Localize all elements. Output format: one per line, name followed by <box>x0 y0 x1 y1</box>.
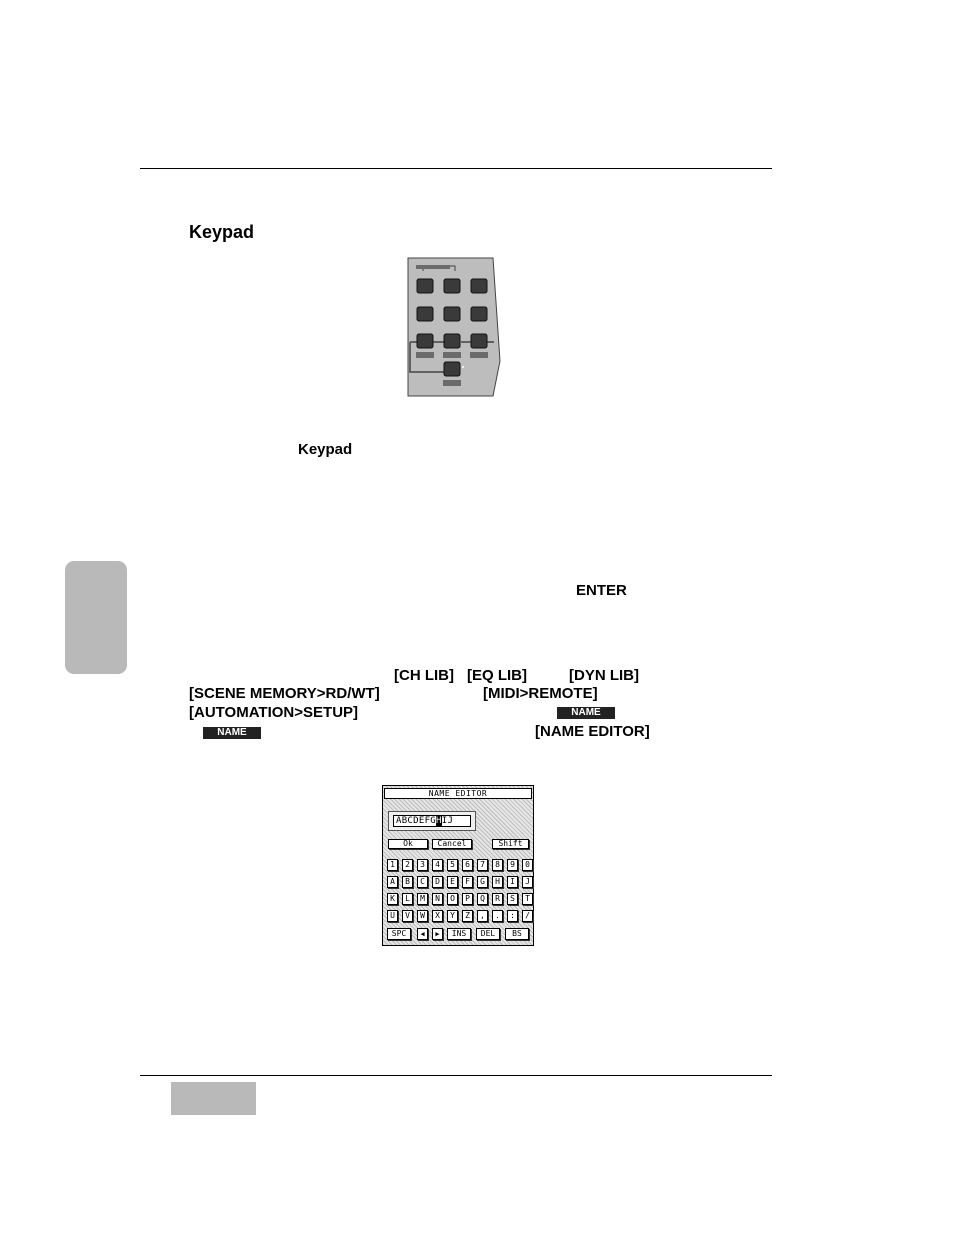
key-y[interactable]: Y <box>447 910 458 922</box>
key-e[interactable]: E <box>447 876 458 888</box>
footer-rule <box>140 1075 772 1076</box>
name-field-cursor: H <box>436 816 442 826</box>
key-4[interactable]: 4 <box>432 859 443 871</box>
key-s[interactable]: S <box>507 893 518 905</box>
eq-lib-reference: [EQ LIB] <box>467 667 527 684</box>
delete-key[interactable]: DEL <box>476 928 500 940</box>
ok-button[interactable]: Ok <box>388 839 428 849</box>
cancel-button[interactable]: Cancel <box>432 839 472 849</box>
keypad-key-6 <box>471 307 487 321</box>
key-d[interactable]: D <box>432 876 443 888</box>
key-c[interactable]: C <box>417 876 428 888</box>
cursor-left-icon[interactable]: ◀ <box>417 928 428 940</box>
keypad-key-4 <box>417 307 433 321</box>
keypad-key-1 <box>417 279 433 293</box>
page-number-tab <box>171 1082 256 1115</box>
key-j[interactable]: J <box>522 876 533 888</box>
key-row-u-slash <box>387 910 532 922</box>
key-row-a-j <box>387 876 532 888</box>
key-q[interactable]: Q <box>477 893 488 905</box>
key-1[interactable]: 1 <box>387 859 398 871</box>
key-n[interactable]: N <box>432 893 443 905</box>
name-field-frame <box>388 811 476 831</box>
scene-memory-reference: [SCENE MEMORY>RD/WT] <box>189 685 380 702</box>
name-button-chip: NAME <box>203 727 261 739</box>
key-b[interactable]: B <box>402 876 413 888</box>
key-v[interactable]: V <box>402 910 413 922</box>
name-field-text-after: IJ <box>441 816 454 826</box>
key-u[interactable]: U <box>387 910 398 922</box>
dyn-lib-reference: [DYN LIB] <box>569 667 639 684</box>
key-colon[interactable]: : <box>507 910 518 922</box>
enter-reference: ENTER <box>576 582 627 599</box>
backspace-key[interactable]: BS <box>505 928 529 940</box>
keypad-illustration <box>407 257 503 397</box>
keypad-key-3 <box>471 279 487 293</box>
automation-setup-reference: [AUTOMATION>SETUP] <box>189 704 359 721</box>
header-rule <box>140 168 772 169</box>
midi-remote-reference: [MIDI>REMOTE] <box>483 685 598 702</box>
name-input-field[interactable] <box>393 815 471 827</box>
key-slash[interactable]: / <box>522 910 533 922</box>
key-g[interactable]: G <box>477 876 488 888</box>
section-title: Keypad <box>189 222 255 242</box>
key-p[interactable]: P <box>462 893 473 905</box>
keypad-key-2 <box>444 279 460 293</box>
key-o[interactable]: O <box>447 893 458 905</box>
ch-lib-reference: [CH LIB] <box>394 667 454 684</box>
keypad-key-7 <box>417 334 433 348</box>
key-row-controls <box>387 928 532 940</box>
shift-button[interactable]: Shift <box>492 839 529 849</box>
key-x[interactable]: X <box>432 910 443 922</box>
name-field-text: ABCDEFG <box>396 816 437 826</box>
space-key[interactable]: SPC <box>387 928 411 940</box>
key-5[interactable]: 5 <box>447 859 458 871</box>
name-button-chip: NAME <box>557 707 615 719</box>
key-3[interactable]: 3 <box>417 859 428 871</box>
key-i[interactable]: I <box>507 876 518 888</box>
name-editor-title: NAME EDITOR <box>384 788 532 799</box>
key-7[interactable]: 7 <box>477 859 488 871</box>
key-0[interactable]: 0 <box>522 859 533 871</box>
cursor-right-icon[interactable]: ▶ <box>432 928 443 940</box>
key-w[interactable]: W <box>417 910 428 922</box>
key-h[interactable]: H <box>492 876 503 888</box>
keypad-key-0 <box>444 362 460 376</box>
key-f[interactable]: F <box>462 876 473 888</box>
name-editor-reference: [NAME EDITOR] <box>535 723 650 740</box>
key-z[interactable]: Z <box>462 910 473 922</box>
key-6[interactable]: 6 <box>462 859 473 871</box>
key-r[interactable]: R <box>492 893 503 905</box>
key-a[interactable]: A <box>387 876 398 888</box>
key-2[interactable]: 2 <box>402 859 413 871</box>
key-t[interactable]: T <box>522 893 533 905</box>
key-row-digits <box>387 859 532 871</box>
key-9[interactable]: 9 <box>507 859 518 871</box>
key-m[interactable]: M <box>417 893 428 905</box>
key-comma[interactable]: , <box>477 910 488 922</box>
insert-key[interactable]: INS <box>447 928 471 940</box>
key-8[interactable]: 8 <box>492 859 503 871</box>
key-k[interactable]: K <box>387 893 398 905</box>
keypad-key-5 <box>444 307 460 321</box>
chapter-tab <box>65 561 127 674</box>
key-row-k-t <box>387 893 532 905</box>
keypad-key-9 <box>471 334 487 348</box>
keypad-reference: Keypad <box>298 441 353 458</box>
key-period[interactable]: . <box>492 910 503 922</box>
name-editor-window <box>382 785 534 946</box>
keypad-key-8 <box>444 334 460 348</box>
key-l[interactable]: L <box>402 893 413 905</box>
